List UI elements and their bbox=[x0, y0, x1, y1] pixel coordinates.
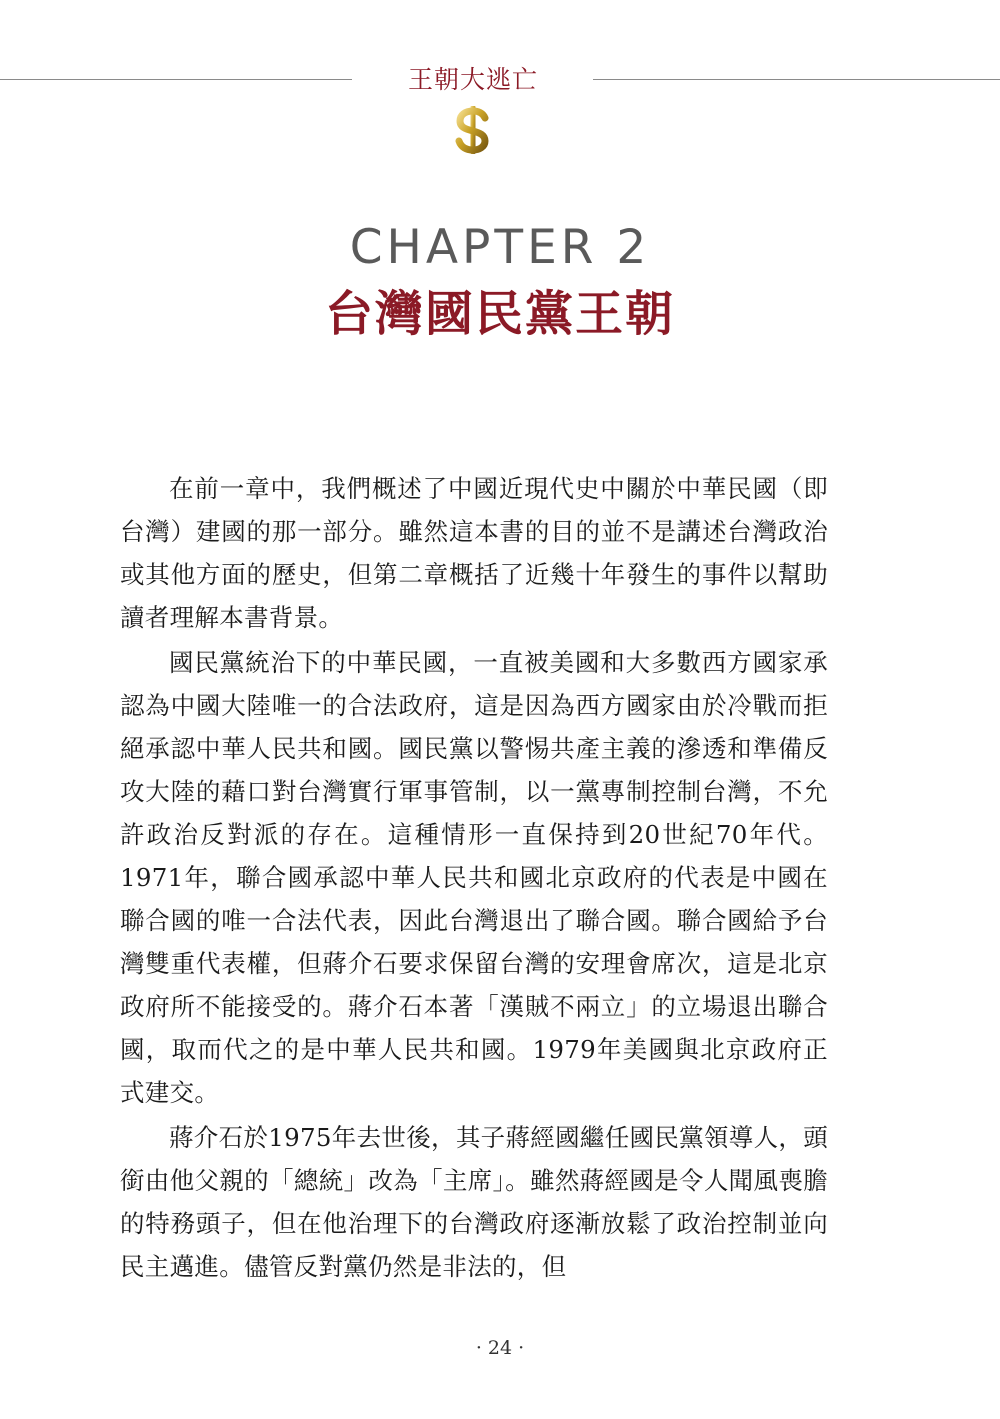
paragraph: 蔣介石於1975年去世後，其子蔣經國繼任國民黨領導人，頭銜由他父親的「總統」改為「主席」。雖然蔣經國是令人聞風喪膽的特務頭子，但在他治理下的台灣政府逐漸放鬆了政治控制並向民主邁進。儘管反對黨仍然是非法的，但 bbox=[120, 1123, 828, 1281]
page-number: · 24 · bbox=[475, 1337, 525, 1359]
body-text bbox=[120, 467, 828, 1290]
paragraph: 在前一章中，我們概述了中國近現代史中關於中華民國（即台灣）建國的那一部分。雖然這本書的目的並不是講述台灣政治或其他方面的歷史，但第二章概括了近幾十年發生的事件以幫助讀者理解本書背景。 bbox=[120, 474, 828, 632]
running-header-title: 王朝大逃亡 bbox=[407, 65, 538, 94]
header-rule-left bbox=[0, 79, 352, 80]
chapter-title: 台灣國民黨王朝 bbox=[324, 286, 675, 342]
dollar-sign-icon bbox=[452, 104, 494, 156]
chapter-number: CHAPTER 2 bbox=[349, 220, 651, 275]
paragraph: 國民黨統治下的中華民國，一直被美國和大多數西方國家承認為中國大陸唯一的合法政府，這是因為西方國家由於冷戰而拒絕承認中華人民共和國。國民黨以警惕共產主義的滲透和準備反攻大陸的藉口對台灣實行軍事管制，以一黨專制控制台灣，不允許政治反對派的存在。這種情形一直保持到20世紀70年代。1971年，聯合國承認中華人民共和國北京政府的代表是中國在聯合國的唯一合法代表，因此台灣退出了聯合國。聯合國給予台灣雙重代表權，但蔣介石要求保留台灣的安理會席次，這是北京政府所不能接受的。蔣介石本著「漢賊不兩立」的立場退出聯合國，取而代之的是中華人民共和國。1979年美國與北京政府正式建交。 bbox=[120, 648, 828, 1107]
header-rule-right bbox=[593, 79, 1000, 80]
